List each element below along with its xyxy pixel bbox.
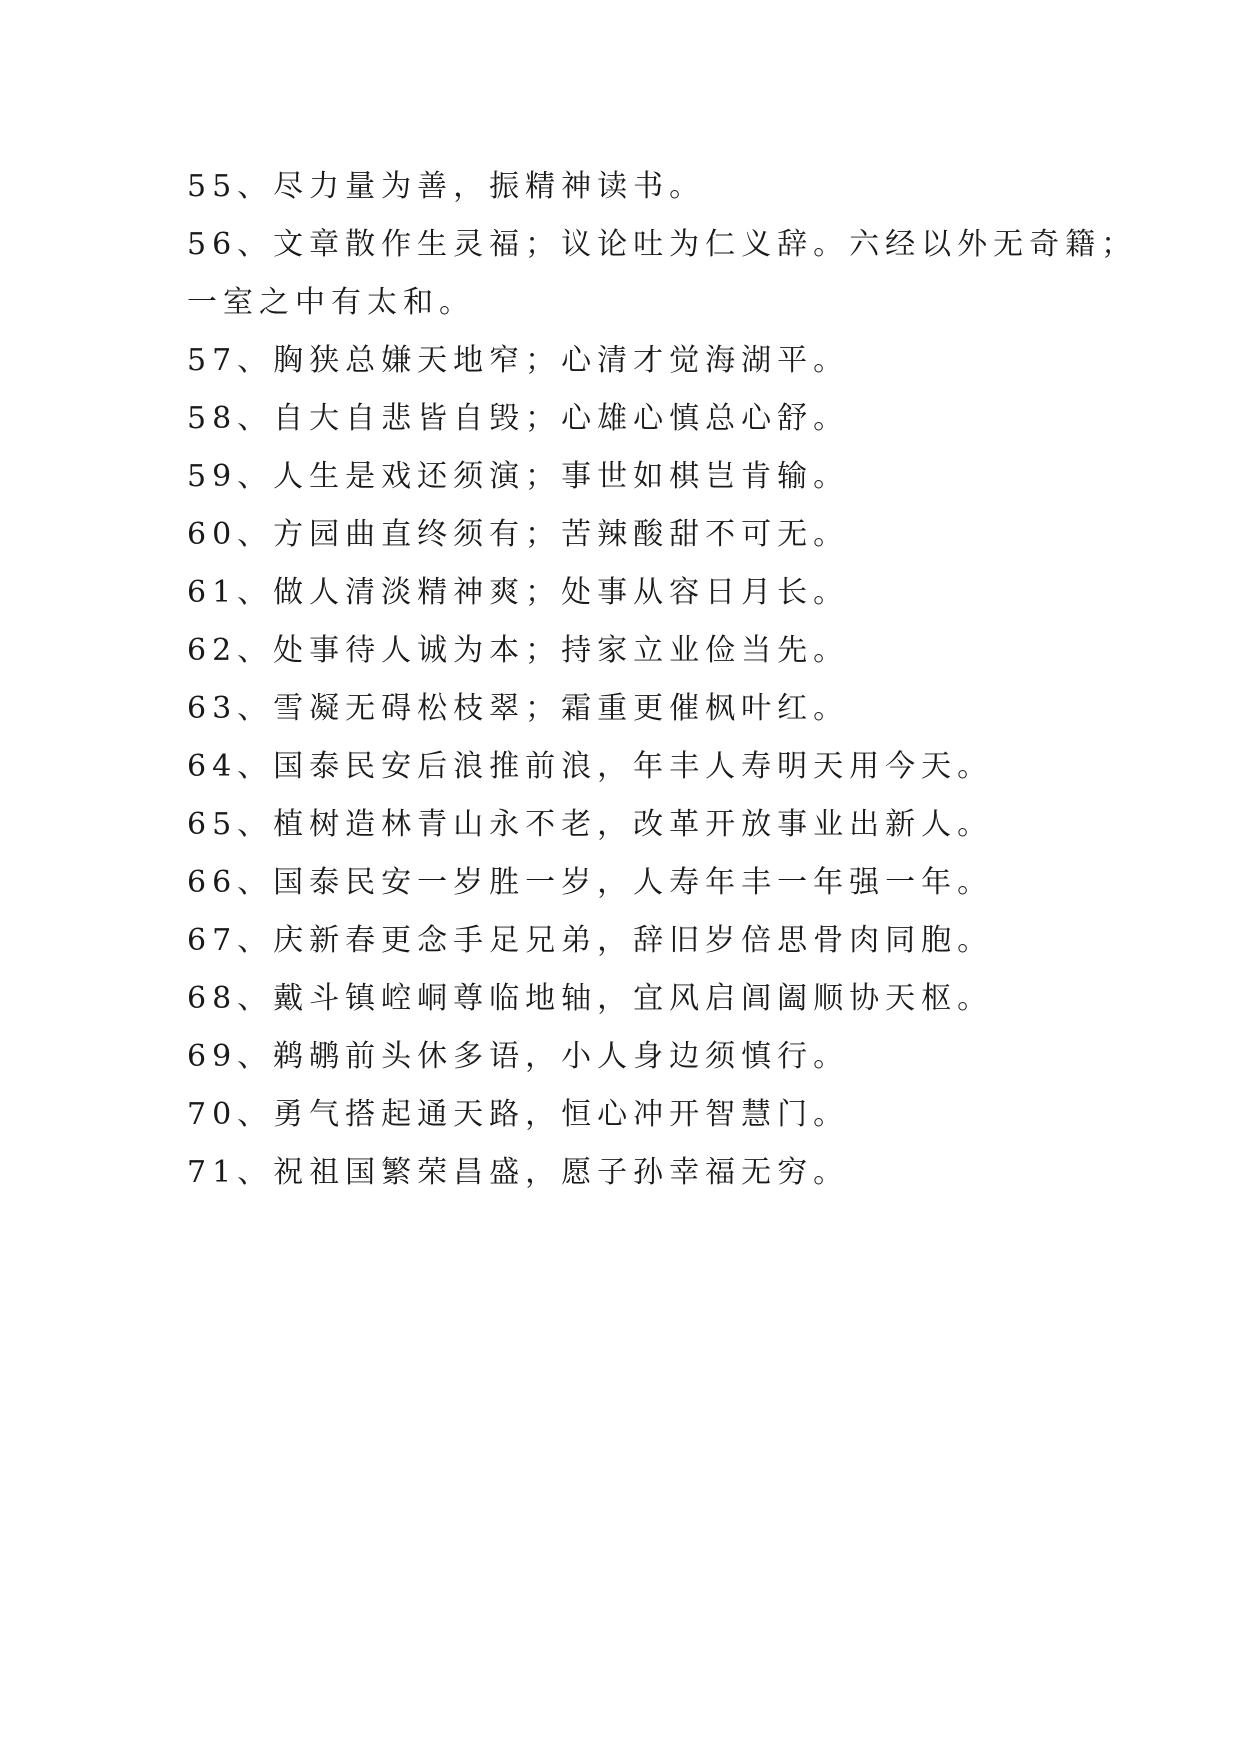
text-line: 67、庆新春更念手足兄弟，辞旧岁倍思骨肉同胞。 [187,923,994,958]
text-line: 56、文章散作生灵福；议论吐为仁义辞。六经以外无奇籍； [187,227,1138,262]
text-line: 60、方园曲直终须有；苦辣酸甜不可无。 [187,517,850,552]
text-line: 69、鹈鹕前头休多语，小人身边须慎行。 [187,1039,850,1074]
text-line: 59、人生是戏还须演；事世如棋岂肯输。 [187,459,850,494]
text-line: 68、戴斗镇崆峒尊临地轴，宜风启阊阖顺协天枢。 [187,981,994,1016]
text-line: 66、国泰民安一岁胜一岁，人寿年丰一年强一年。 [187,865,994,900]
document-body [187,158,1138,1202]
text-line: 58、自大自悲皆自毁；心雄心慎总心舒。 [187,401,850,436]
text-line: 一室之中有太和。 [187,285,475,320]
text-line: 63、雪凝无碍松枝翠；霜重更催枫叶红。 [187,691,850,726]
text-line: 61、做人清淡精神爽；处事从容日月长。 [187,575,850,610]
text-line: 70、勇气搭起通天路，恒心冲开智慧门。 [187,1097,850,1132]
text-line: 64、国泰民安后浪推前浪，年丰人寿明天用今天。 [187,749,994,784]
text-line: 71、祝祖国繁荣昌盛，愿子孙幸福无穷。 [187,1155,850,1190]
text-line: 55、尽力量为善，振精神读书。 [187,169,706,204]
text-line: 62、处事待人诚为本；持家立业俭当先。 [187,633,850,668]
text-line: 65、植树造林青山永不老，改革开放事业出新人。 [187,807,994,842]
text-line: 57、胸狭总嫌天地窄；心清才觉海湖平。 [187,343,850,378]
